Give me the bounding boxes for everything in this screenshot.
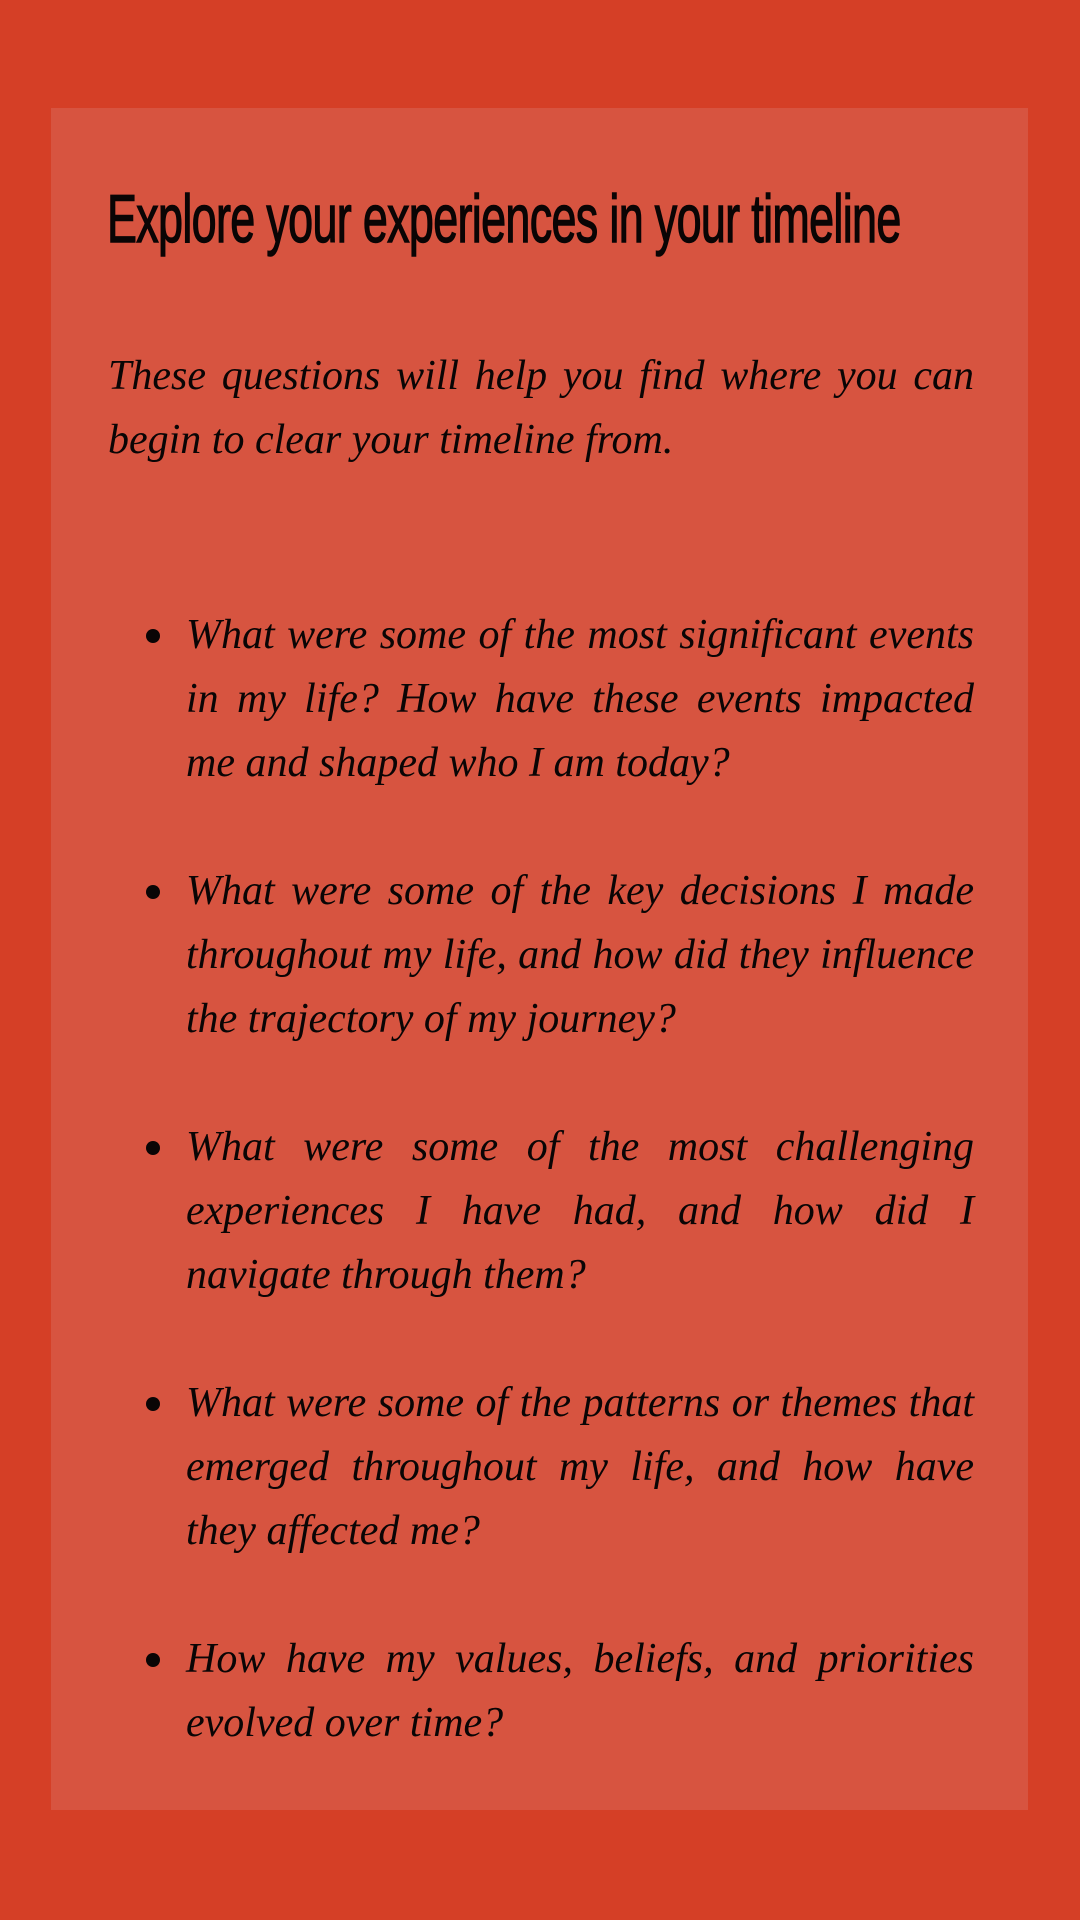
bullet-dot-icon bbox=[146, 1141, 160, 1155]
question-list bbox=[108, 603, 974, 1819]
bullet-dot-icon bbox=[146, 1397, 160, 1411]
content-card bbox=[51, 108, 1028, 1810]
intro-text: These questions will help you find where you can begin to clear your timeline from. bbox=[108, 353, 974, 463]
list-item bbox=[108, 859, 974, 1051]
question-text: How have my values, beliefs, and priorities evolved over time? bbox=[186, 1636, 974, 1746]
question-text: What were some of the patterns or themes that emerged throughout my life, and how have they affected me? bbox=[186, 1380, 974, 1554]
bullet-dot-icon bbox=[146, 629, 160, 643]
bullet-dot-icon bbox=[146, 1653, 160, 1667]
question-text: What were some of the most significant events in my life? How have these events impacted me and shaped who I am today? bbox=[186, 612, 974, 786]
question-text: What were some of the key decisions I made throughout my life, and how did they influence the trajectory of my journey? bbox=[186, 868, 974, 1042]
list-item bbox=[108, 603, 974, 795]
page-title: Explore your experiences in your timeline bbox=[107, 181, 901, 257]
bullet-dot-icon bbox=[146, 885, 160, 899]
list-item bbox=[108, 1371, 974, 1563]
list-item bbox=[108, 1115, 974, 1307]
list-item bbox=[108, 1627, 974, 1755]
question-text: What were some of the most challenging experiences I have had, and how did I navigate through them? bbox=[186, 1124, 974, 1298]
